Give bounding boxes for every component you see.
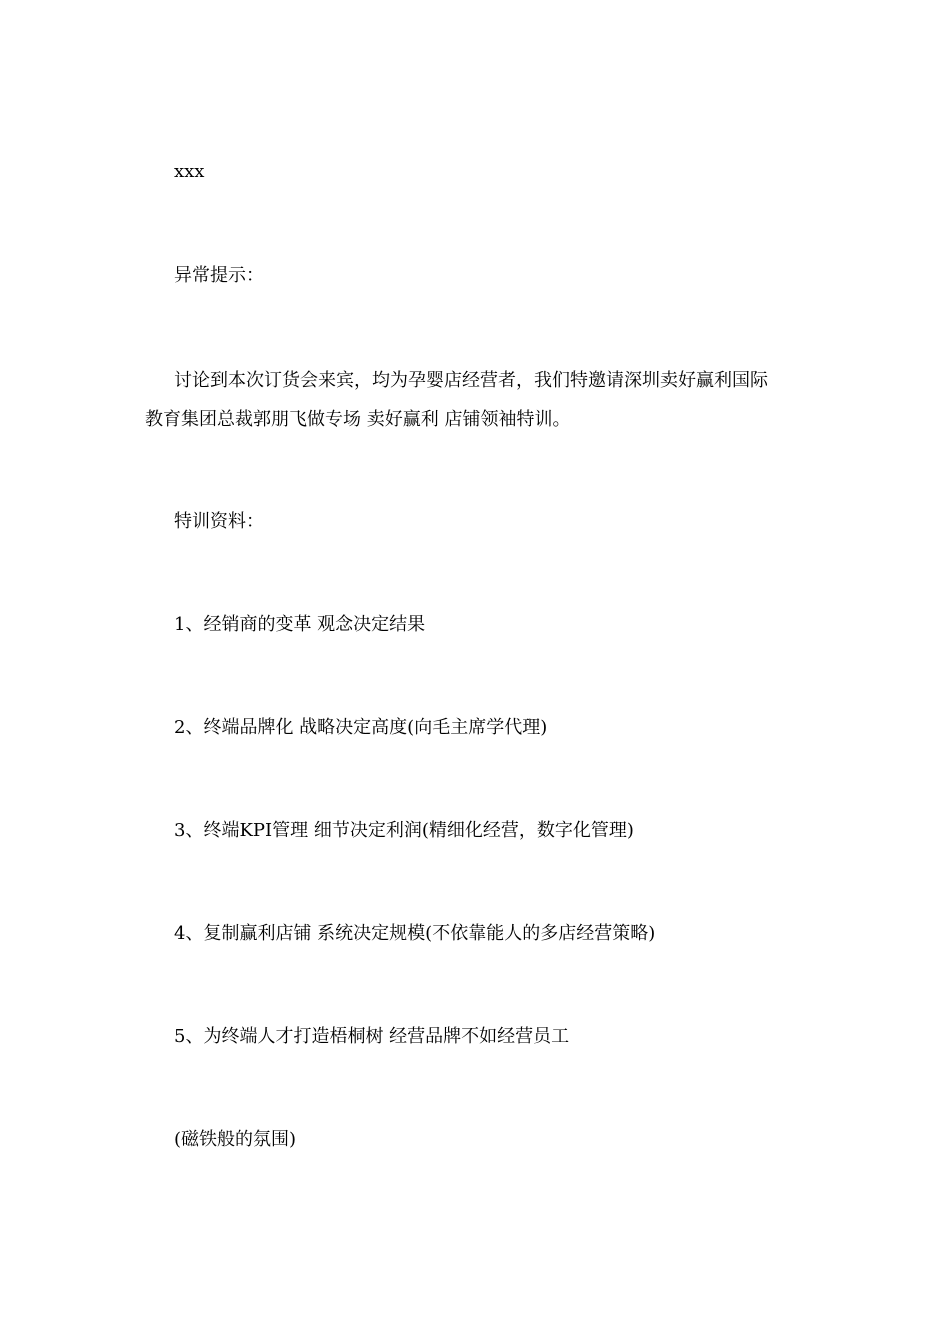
list-item: 2、终端品牌化 战略决定高度(向毛主席学代理) (174, 717, 548, 738)
intro-line-2: 教育集团总裁郭朋飞做专场 卖好赢利 店铺领袖特训。 (145, 409, 571, 430)
list-item: 3、终端KPI管理 细节决定利润(精细化经营，数字化管理) (174, 820, 634, 841)
intro-paragraph (145, 361, 825, 439)
list-item: 1、经销商的变革 观念决定结果 (174, 614, 426, 635)
list-item: 4、复制赢利店铺 系统决定规模(不依靠能人的多店经营策略) (174, 923, 656, 944)
list-item: 5、为终端人才打造梧桐树 经营品牌不如经营员工 (174, 1026, 570, 1047)
training-heading: 特训资料： (174, 511, 264, 532)
signature-text: xxx (174, 161, 205, 182)
intro-line-1: 讨论到本次订货会来宾，均为孕婴店经营者，我们特邀请深圳卖好赢利国际 (174, 370, 768, 391)
notice-heading: 异常提示： (174, 265, 264, 286)
closing-note: (磁铁般的氛围) (174, 1129, 297, 1150)
